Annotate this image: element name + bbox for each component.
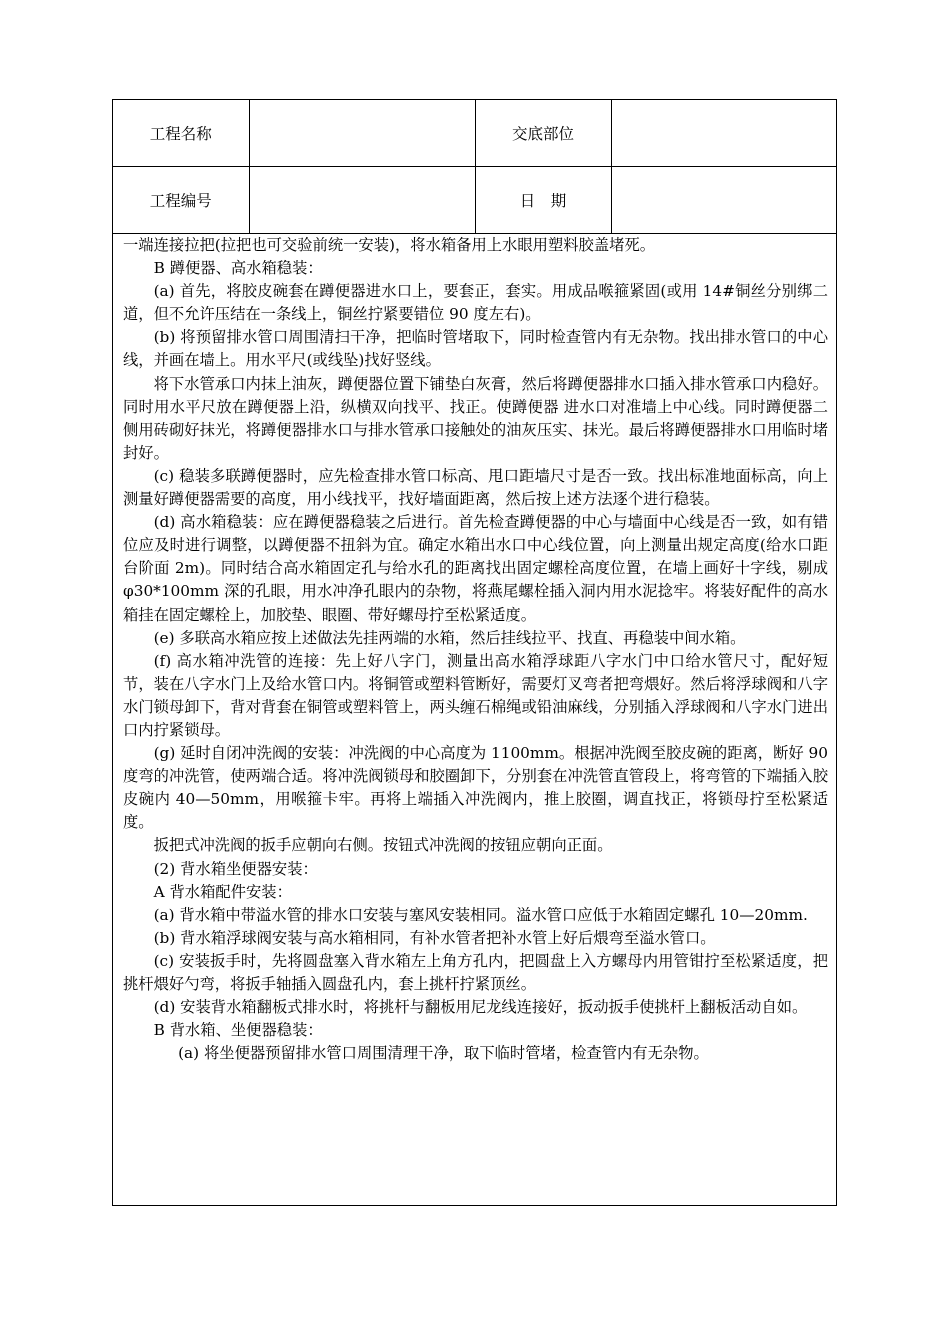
paragraph: (f) 高水箱冲洗管的连接：先上好八字门，测量出高水箱浮球距八字水门中口给水管尺寸，配好短节，装在八字水门上及给水管口内。将铜管或塑料管断好，需要灯叉弯者把弯煨好。然后将浮球阀和八字水门锁母卸下，背对背套在铜管或塑料管上，两头缠石棉绳或铅油麻线，分别插入浮球阀和八字水门进出口内拧紧锁母。 [123, 651, 828, 739]
paragraph: 将下水管承口内抹上油灰，蹲便器位置下铺垫白灰膏，然后将蹲便器排水口插入排水管承口内稳好。同时用水平尺放在蹲便器上沿，纵横双向找平、找正。使蹲便器 进水口对准墙上中心线。同时蹲便器二侧用砖砌好抹光，将蹲便器排水口与排水管承口接触处的油灰压实、抹光。最后将蹲便器排水口用临时堵封好。 [123, 374, 828, 462]
paragraph: B 背水箱、坐便器稳装： [153, 1021, 323, 1040]
paragraph: (e) 多联高水箱应按上述做法先挂两端的水箱，然后挂线拉平、找直、再稳装中间水箱。 [153, 628, 746, 647]
paragraph: (a) 首先，将胶皮碗套在蹲便器进水口上，要套正，套实。用成品喉箍紧固(或用 14#铜丝分别绑二道，但不允许压结在一条线上，铜丝拧紧要错位 90 度左右)。 [123, 282, 828, 324]
paragraph: (c) 安装扳手时，先将圆盘塞入背水箱左上角方孔内，把圆盘上入方螺母内用管钳拧至松紧适度，把挑杆煨好勺弯，将扳手轴插入圆盘孔内，套上挑杆拧紧顶丝。 [123, 951, 828, 993]
project-name-value[interactable] [249, 100, 475, 167]
project-number-value[interactable] [249, 167, 475, 234]
paragraph: (a) 背水箱中带溢水管的排水口安装与塞风安装相同。溢水管口应低于水箱固定螺孔 10—20mm. [153, 905, 808, 924]
body-text [113, 234, 836, 1065]
header-row-2 [113, 167, 836, 234]
header-row-1 [113, 100, 836, 167]
paragraph: 一端连接拉把(拉把也可交验前统一安装)，将水箱备用上水眼用塑料胶盖堵死。 [123, 236, 656, 254]
paragraph: (c) 稳装多联蹲便器时，应先检查排水管口标高、甩口距墙尺寸是否一致。找出标准地面标高，向上测量好蹲便器需要的高度，用小线找平，找好墙面距离，然后按上述方法逐个进行稳装。 [123, 466, 828, 509]
paragraph: (a) 将坐便器预留排水管口周围清理干净，取下临时管堵，检查管内有无杂物。 [178, 1044, 709, 1063]
paragraph: B 蹲便器、高水箱稳装： [153, 259, 323, 278]
date-label: 日 期 [475, 167, 611, 234]
disclosure-location-label: 交底部位 [475, 100, 611, 167]
disclosure-sheet [112, 99, 837, 1206]
disclosure-location-value[interactable] [611, 100, 836, 167]
project-name-label: 工程名称 [113, 100, 249, 167]
header-table [113, 100, 836, 234]
paragraph: (b) 背水箱浮球阀安装与高水箱相同，有补水管者把补水管上好后煨弯至溢水管口。 [153, 928, 716, 947]
paragraph: (d) 安装背水箱翻板式排水时，将挑杆与翻板用尼龙线连接好，扳动扳手使挑杆上翻板活动自如。 [153, 998, 808, 1017]
project-number-label: 工程编号 [113, 167, 249, 234]
paragraph: (b) 将预留排水管口周围清扫干净，把临时管堵取下，同时检查管内有无杂物。找出排水管口的中心线，并画在墙上。用水平尺(或线坠)找好竖线。 [123, 328, 828, 370]
paragraph: A 背水箱配件安装： [153, 882, 292, 901]
paragraph: 扳把式冲洗阀的扳手应朝向右侧。按钮式冲洗阀的按钮应朝向正面。 [153, 836, 613, 855]
paragraph: (d) 高水箱稳装：应在蹲便器稳装之后进行。首先检查蹲便器的中心与墙面中心线是否一致，如有错位应及时进行调整，以蹲便器不扭斜为宜。确定水箱出水口中心线位置，向上测量出规定高度(给水口距台阶面 2m)。同时结合高水箱固定孔与给水孔的距离找出固定螺栓高度位置，在墙上画好十字线，剔成 φ30*100mm 深的孔眼，用水冲净孔眼内的杂物，将燕尾螺栓插入洞内用水泥捻牢。将装好配件的高水箱挂在固定螺栓上，加胶垫、眼圈、带好螺母拧至松紧适度。 [123, 513, 828, 624]
paragraph: (g) 延时自闭冲洗阀的安装：冲洗阀的中心高度为 1100mm。根据冲洗阀至胶皮碗的距离，断好 90 度弯的冲洗管，使两端合适。将冲洗阀锁母和胶圈卸下，分别套在冲洗管直管段上，将弯管的下端插入胶皮碗内 40—50mm，用喉箍卡牢。再将上端插入冲洗阀内，推上胶圈，调直找正，将锁母拧至松紧适度。 [123, 744, 829, 832]
date-value[interactable] [611, 167, 836, 234]
paragraph: (2) 背水箱坐便器安装： [153, 859, 318, 878]
